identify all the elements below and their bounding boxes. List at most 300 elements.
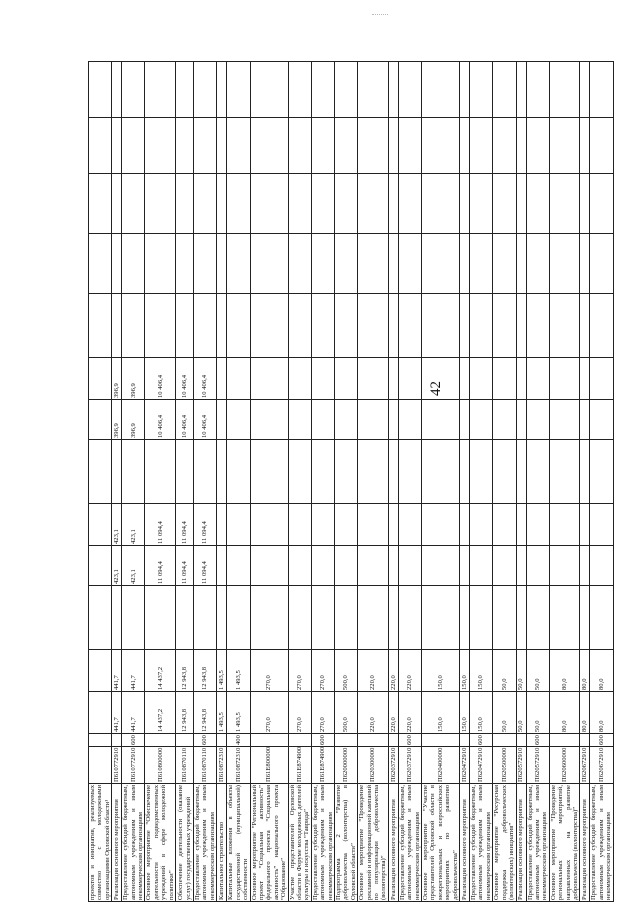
- amount-cell: [398, 62, 421, 118]
- amount-cell: 220,0: [388, 692, 398, 734]
- table-row: [145, 62, 176, 902]
- amount-cell: [311, 118, 334, 174]
- amount-cell: [422, 358, 460, 400]
- amount-cell: [227, 294, 250, 358]
- amount-cell: [398, 234, 421, 294]
- amount-cell: 396,9: [122, 358, 145, 400]
- amount-cell: [460, 174, 470, 234]
- amount-cell: [590, 174, 613, 234]
- amount-cell: [217, 440, 227, 504]
- code-cell: П620500000: [493, 747, 516, 784]
- amount-cell: [590, 440, 613, 504]
- amount-cell: [176, 174, 194, 234]
- amount-cell: [493, 294, 516, 358]
- amount-cell: [516, 358, 526, 400]
- type-cell: 600: [526, 734, 549, 747]
- amount-cell: [194, 118, 217, 174]
- amount-cell: [250, 118, 288, 174]
- scan-mark: [372, 14, 388, 18]
- amount-cell: [194, 174, 217, 234]
- type-cell: 600: [194, 734, 217, 747]
- amount-cell: [493, 504, 516, 546]
- amount-cell: [590, 294, 613, 358]
- code-cell: П620000000: [334, 747, 357, 784]
- amount-cell: [227, 174, 250, 234]
- amount-cell: [122, 294, 145, 358]
- amount-cell: [398, 174, 421, 234]
- row-name-cell: Участие представителей Орловской области в Форуме молодежных деятелей культуры и искусства “Таврида”: [288, 785, 311, 900]
- table-row: [311, 62, 334, 902]
- budget-table: [88, 61, 614, 902]
- amount-cell: [358, 504, 389, 546]
- amount-cell: [176, 586, 194, 650]
- amount-cell: 270,0: [288, 692, 311, 734]
- amount-cell: [311, 400, 334, 440]
- amount-cell: [334, 294, 357, 358]
- type-cell: 600: [398, 734, 421, 747]
- amount-cell: [176, 234, 194, 294]
- table-row: [217, 62, 227, 902]
- amount-cell: [288, 174, 311, 234]
- amount-cell: [526, 504, 549, 546]
- amount-cell: [358, 546, 389, 586]
- amount-cell: [470, 440, 493, 504]
- amount-cell: [250, 358, 288, 400]
- amount-cell: 396,9: [112, 358, 122, 400]
- amount-cell: [334, 62, 357, 118]
- page-number: 42: [428, 381, 444, 396]
- amount-cell: [89, 546, 112, 586]
- table-row: [590, 62, 613, 902]
- amount-cell: [526, 400, 549, 440]
- amount-cell: [549, 546, 580, 586]
- row-name-cell: Основное мероприятие “Региональный проект “Социальная активность” федерального проекта “Социальная активность” национального проекта “Образование”: [250, 785, 288, 900]
- amount-cell: [549, 400, 580, 440]
- type-cell: 600: [311, 734, 334, 747]
- amount-cell: [549, 62, 580, 118]
- row-name-cell: Основное мероприятие “Ресурсная поддержка добровольческих (волонтерских) инициатив”: [493, 785, 516, 900]
- amount-cell: [493, 234, 516, 294]
- type-cell: 600: [590, 734, 613, 747]
- amount-cell: [334, 440, 357, 504]
- amount-cell: 500,0: [334, 650, 357, 692]
- amount-cell: [145, 586, 176, 650]
- amount-cell: [227, 546, 250, 586]
- amount-cell: [311, 174, 334, 234]
- amount-cell: 1 493,5: [227, 650, 250, 692]
- row-name-cell: Основное мероприятие “Проведение региональных мероприятий, направленных на развитие добровольчества (волонтерства)”: [549, 785, 579, 900]
- amount-cell: [288, 440, 311, 504]
- amount-cell: [516, 440, 526, 504]
- type-cell: 400: [227, 734, 250, 747]
- amount-cell: [358, 234, 389, 294]
- amount-cell: 50,0: [526, 692, 549, 734]
- amount-cell: [398, 440, 421, 504]
- amount-cell: [217, 400, 227, 440]
- row-name-cell: Основное мероприятие “Обеспечение деятельности подведомственных учреждений в сфере молодежной политики”: [145, 785, 175, 900]
- amount-cell: [194, 294, 217, 358]
- amount-cell: [460, 504, 470, 546]
- amount-cell: [250, 234, 288, 294]
- table-row: [334, 62, 357, 902]
- amount-cell: [549, 294, 580, 358]
- amount-cell: [334, 400, 357, 440]
- code-cell: [89, 747, 112, 784]
- table-stage: [88, 62, 613, 902]
- amount-cell: [493, 174, 516, 234]
- amount-cell: [89, 400, 112, 440]
- amount-cell: [288, 586, 311, 650]
- table-row: [526, 62, 549, 902]
- amount-cell: [398, 586, 421, 650]
- code-cell: П61E874900: [311, 747, 334, 784]
- code-cell: П620572910: [517, 747, 525, 782]
- amount-cell: 220,0: [358, 650, 389, 692]
- code-cell: П610870110: [194, 747, 217, 784]
- amount-cell: [334, 118, 357, 174]
- amount-cell: [549, 118, 580, 174]
- amount-cell: [122, 62, 145, 118]
- amount-cell: [194, 586, 217, 650]
- amount-cell: 50,0: [526, 650, 549, 692]
- amount-cell: [89, 358, 112, 400]
- amount-cell: [288, 504, 311, 546]
- amount-cell: [334, 586, 357, 650]
- amount-cell: [516, 62, 526, 118]
- code-cell: П620472910: [470, 747, 493, 784]
- amount-cell: [422, 294, 460, 358]
- amount-cell: [460, 118, 470, 174]
- amount-cell: [358, 440, 389, 504]
- amount-cell: [526, 62, 549, 118]
- amount-cell: 12 943,8: [194, 650, 217, 692]
- amount-cell: 80,0: [580, 650, 590, 692]
- amount-cell: [580, 62, 590, 118]
- table-row: [493, 62, 516, 902]
- table-row: [516, 62, 526, 902]
- amount-cell: 80,0: [590, 692, 613, 734]
- table-row: [288, 62, 311, 902]
- amount-cell: [460, 400, 470, 440]
- amount-cell: 11 094,4: [194, 546, 217, 586]
- type-cell: [516, 734, 526, 747]
- amount-cell: [112, 234, 122, 294]
- row-name-cell: Предоставление субсидий бюджетным, автономным учреждениям и иным некоммерческим организациям: [398, 785, 421, 900]
- amount-cell: 500,0: [334, 692, 357, 734]
- table-row: [460, 62, 470, 902]
- row-name-cell: Предоставление субсидий бюджетным, автономным учреждениям и иным некоммерческим организациям: [590, 785, 613, 900]
- amount-cell: [227, 586, 250, 650]
- amount-cell: 441,7: [122, 650, 145, 692]
- type-cell: [358, 734, 389, 747]
- amount-cell: [493, 118, 516, 174]
- amount-cell: [422, 586, 460, 650]
- amount-cell: [493, 400, 516, 440]
- amount-cell: [227, 400, 250, 440]
- row-name-cell: проектов и инициатив, реализуемых совместно с молодежными организациями Орловской области¹: [89, 785, 111, 900]
- amount-cell: [526, 294, 549, 358]
- amount-cell: 423,1: [112, 504, 122, 546]
- table-row: [398, 62, 421, 902]
- amount-cell: [122, 586, 145, 650]
- amount-cell: 10 406,4: [176, 400, 194, 440]
- amount-cell: 423,1: [122, 504, 145, 546]
- amount-cell: [526, 440, 549, 504]
- row-name-cell: Подпрограмма 2 “Развитие добровольчества (волонтерства) в Орловской области”: [334, 785, 357, 900]
- amount-cell: [334, 358, 357, 400]
- code-cell: П620672910: [581, 747, 589, 782]
- amount-cell: [526, 118, 549, 174]
- rotated-table-wrapper: [88, 62, 613, 902]
- amount-cell: [526, 586, 549, 650]
- amount-cell: [590, 62, 613, 118]
- code-cell: П61E800000: [250, 747, 288, 784]
- amount-cell: [388, 234, 398, 294]
- amount-cell: [388, 358, 398, 400]
- amount-cell: [398, 400, 421, 440]
- amount-cell: [580, 174, 590, 234]
- amount-cell: 80,0: [549, 650, 580, 692]
- amount-cell: [470, 546, 493, 586]
- type-cell: [176, 734, 194, 747]
- amount-cell: [194, 62, 217, 118]
- amount-cell: 423,1: [112, 546, 122, 586]
- amount-cell: [217, 546, 227, 586]
- amount-cell: [311, 358, 334, 400]
- row-name-cell: Предоставление субсидий бюджетным, автономным учреждениям и иным некоммерческим организациям: [470, 785, 492, 900]
- amount-cell: [580, 294, 590, 358]
- amount-cell: [217, 234, 227, 294]
- code-cell: П61E874900: [288, 747, 311, 784]
- amount-cell: [89, 62, 112, 118]
- amount-cell: [112, 174, 122, 234]
- amount-cell: [470, 118, 493, 174]
- amount-cell: [470, 400, 493, 440]
- amount-cell: [388, 586, 398, 650]
- amount-cell: [176, 440, 194, 504]
- amount-cell: 80,0: [549, 692, 580, 734]
- amount-cell: 50,0: [516, 650, 526, 692]
- amount-cell: [250, 174, 288, 234]
- amount-cell: [311, 504, 334, 546]
- amount-cell: 1 493,5: [217, 650, 227, 692]
- amount-cell: [250, 400, 288, 440]
- row-name-cell: Капитальное строительство: [217, 784, 227, 902]
- amount-cell: 441,7: [112, 650, 122, 692]
- amount-cell: [122, 234, 145, 294]
- amount-cell: [358, 174, 389, 234]
- code-cell: П620672910: [590, 747, 613, 784]
- table-row: [250, 62, 288, 902]
- amount-cell: [89, 650, 112, 692]
- code-cell: П610772910: [113, 747, 121, 782]
- table-row: [194, 62, 217, 902]
- amount-cell: [112, 586, 122, 650]
- row-name-cell: Основное мероприятие “Участие представителей Орловской области в межрегиональных и всероссийских мероприятиях по развитию добровольчества”: [422, 785, 459, 900]
- amount-cell: [89, 234, 112, 294]
- amount-cell: 270,0: [250, 692, 288, 734]
- amount-cell: [311, 586, 334, 650]
- amount-cell: [145, 62, 176, 118]
- amount-cell: [288, 234, 311, 294]
- amount-cell: 12 943,8: [176, 692, 194, 734]
- amount-cell: [288, 358, 311, 400]
- amount-cell: [89, 504, 112, 546]
- amount-cell: 270,0: [311, 650, 334, 692]
- amount-cell: [334, 504, 357, 546]
- amount-cell: [358, 400, 389, 440]
- amount-cell: [311, 440, 334, 504]
- amount-cell: [227, 440, 250, 504]
- amount-cell: [89, 294, 112, 358]
- code-cell: П610772910: [122, 747, 145, 784]
- amount-cell: [460, 440, 470, 504]
- amount-cell: [590, 400, 613, 440]
- code-cell: П620472910: [460, 747, 468, 782]
- amount-cell: [217, 358, 227, 400]
- amount-cell: 150,0: [470, 692, 493, 734]
- row-name-cell: Предоставление субсидий бюджетным, автономным учреждениям и иным некоммерческим организациям: [526, 785, 549, 900]
- amount-cell: [526, 546, 549, 586]
- row-name-cell: Обеспечение деятельности (оказание услуг) государственных учреждений: [177, 785, 192, 900]
- amount-cell: [590, 504, 613, 546]
- amount-cell: 11 094,4: [145, 546, 176, 586]
- amount-cell: [288, 294, 311, 358]
- amount-cell: [422, 118, 460, 174]
- type-cell: [493, 734, 516, 747]
- amount-cell: [526, 234, 549, 294]
- amount-cell: 50,0: [493, 650, 516, 692]
- amount-cell: [422, 440, 460, 504]
- amount-cell: 150,0: [460, 692, 470, 734]
- amount-cell: [388, 440, 398, 504]
- amount-cell: [217, 62, 227, 118]
- row-name-cell: Реализация основного мероприятия: [388, 784, 398, 902]
- amount-cell: [398, 118, 421, 174]
- amount-cell: [145, 118, 176, 174]
- amount-cell: [388, 504, 398, 546]
- amount-cell: 12 943,8: [194, 692, 217, 734]
- amount-cell: [358, 586, 389, 650]
- row-name-cell: Основное мероприятие “Проведение рекламной и информационной кампаний по популяризации добровольчества (волонтерства)”: [358, 784, 388, 900]
- amount-cell: [549, 586, 580, 650]
- row-name-cell: Предоставление субсидий бюджетным, автономным учреждениям и иным некоммерческим организациям: [122, 785, 145, 900]
- amount-cell: [388, 546, 398, 586]
- amount-cell: [580, 358, 590, 400]
- amount-cell: 441,7: [122, 692, 145, 734]
- table-row: [89, 62, 112, 902]
- type-cell: [388, 734, 398, 747]
- amount-cell: [516, 546, 526, 586]
- type-cell: [288, 734, 311, 747]
- amount-cell: [122, 118, 145, 174]
- row-name-cell: Капитальные вложения в объекты государственной (муниципальной) собственности: [227, 785, 250, 900]
- amount-cell: [549, 234, 580, 294]
- amount-cell: [590, 546, 613, 586]
- amount-cell: [516, 174, 526, 234]
- amount-cell: [227, 504, 250, 546]
- amount-cell: 1 493,5: [227, 692, 250, 734]
- amount-cell: [580, 234, 590, 294]
- amount-cell: [398, 294, 421, 358]
- amount-cell: [590, 234, 613, 294]
- code-cell: П620372910: [389, 747, 397, 782]
- amount-cell: 270,0: [250, 650, 288, 692]
- amount-cell: [250, 586, 288, 650]
- table-row: [549, 62, 580, 902]
- amount-cell: [89, 692, 112, 734]
- table-row: [580, 62, 590, 902]
- table-row: [112, 62, 122, 902]
- amount-cell: 14 437,2: [145, 650, 176, 692]
- amount-cell: [112, 118, 122, 174]
- amount-cell: [516, 294, 526, 358]
- amount-cell: 80,0: [580, 692, 590, 734]
- amount-cell: 11 094,4: [176, 504, 194, 546]
- amount-cell: [388, 174, 398, 234]
- amount-cell: [145, 440, 176, 504]
- amount-cell: [145, 234, 176, 294]
- amount-cell: 220,0: [398, 650, 421, 692]
- amount-cell: [112, 440, 122, 504]
- amount-cell: [422, 400, 460, 440]
- amount-cell: 14 437,2: [145, 692, 176, 734]
- amount-cell: [288, 400, 311, 440]
- amount-cell: [460, 294, 470, 358]
- amount-cell: [526, 174, 549, 234]
- amount-cell: 50,0: [493, 692, 516, 734]
- amount-cell: [217, 294, 227, 358]
- amount-cell: [89, 174, 112, 234]
- amount-cell: [217, 504, 227, 546]
- amount-cell: [217, 586, 227, 650]
- amount-cell: [388, 400, 398, 440]
- amount-cell: [422, 546, 460, 586]
- code-cell: П620400000: [422, 747, 460, 784]
- code-cell: П610800000: [145, 747, 176, 784]
- amount-cell: [227, 62, 250, 118]
- amount-cell: 150,0: [460, 650, 470, 692]
- amount-cell: [250, 62, 288, 118]
- amount-cell: [580, 440, 590, 504]
- code-cell: П620600000: [549, 747, 580, 784]
- type-cell: 600: [122, 734, 145, 747]
- amount-cell: 220,0: [398, 692, 421, 734]
- amount-cell: [493, 440, 516, 504]
- amount-cell: [112, 62, 122, 118]
- amount-cell: 150,0: [422, 692, 460, 734]
- amount-cell: [288, 118, 311, 174]
- amount-cell: [470, 234, 493, 294]
- amount-cell: [493, 546, 516, 586]
- table-row: [422, 62, 460, 902]
- code-cell: П610872310: [218, 747, 226, 782]
- amount-cell: [470, 294, 493, 358]
- amount-cell: [493, 358, 516, 400]
- amount-cell: [526, 358, 549, 400]
- amount-cell: [250, 546, 288, 586]
- amount-cell: [460, 546, 470, 586]
- amount-cell: [217, 118, 227, 174]
- amount-cell: [122, 174, 145, 234]
- amount-cell: [176, 62, 194, 118]
- amount-cell: [194, 234, 217, 294]
- amount-cell: [460, 586, 470, 650]
- amount-cell: [89, 118, 112, 174]
- amount-cell: [250, 504, 288, 546]
- amount-cell: [388, 118, 398, 174]
- amount-cell: [250, 440, 288, 504]
